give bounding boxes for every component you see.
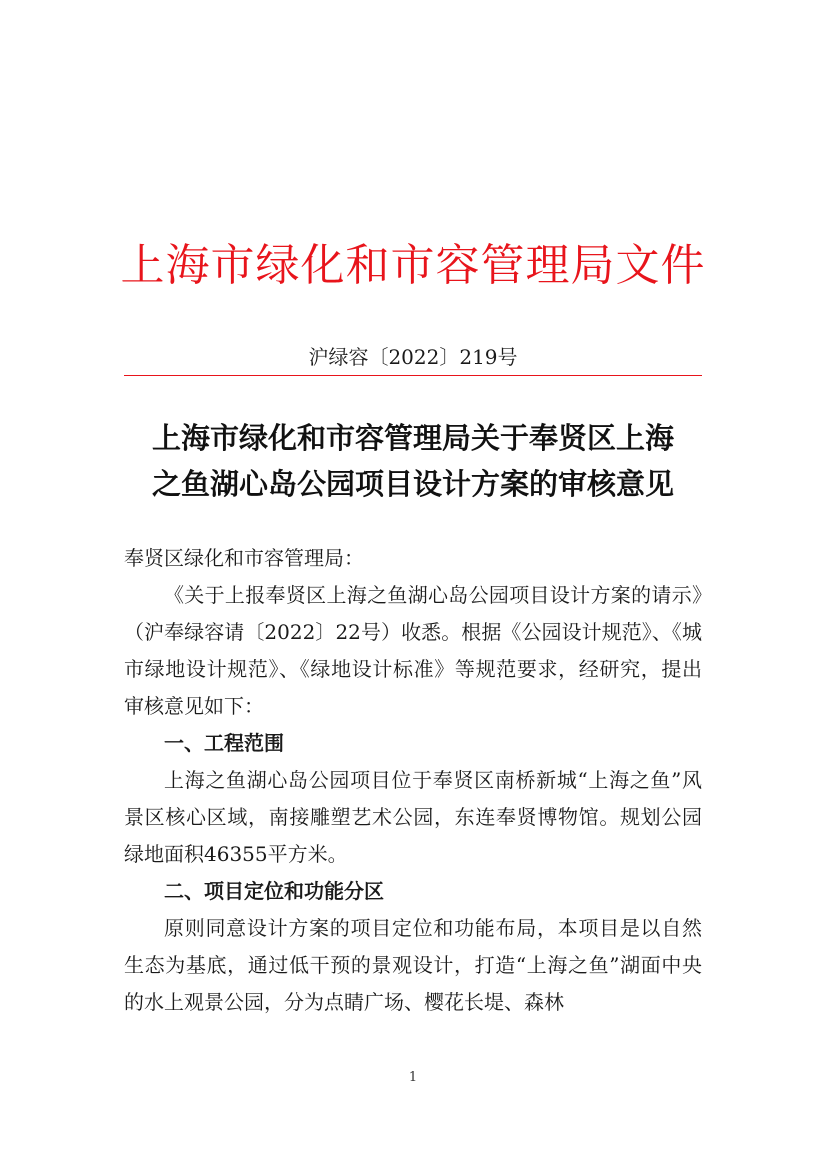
red-divider-line (124, 375, 702, 376)
page-number: 1 (408, 1070, 418, 1085)
section-heading-positioning: 二、项目定位和功能分区 (164, 879, 384, 903)
title-line-1: 上海市绿化和市容管理局关于奉贤区上海 (151, 421, 674, 455)
title-line-2: 之鱼湖心岛公园项目设计方案的审核意见 (151, 467, 674, 501)
document-number: 沪绿容〔2022〕219号 (308, 345, 518, 369)
section-heading-scope: 一、工程范围 (164, 731, 284, 755)
section-paragraph-positioning: 原则同意设计方案的项目定位和功能布局，本项目是以自然生态为基底，通过低干预的景观设计，打造“上海之鱼”湖面中央的水上观景公园，分为点睛广场、樱花长堤、森林 (124, 916, 702, 1014)
document-title (0, 415, 826, 507)
document-body (124, 540, 702, 1021)
intro-paragraph: 《关于上报奉贤区上海之鱼湖心岛公园项目设计方案的请示》（沪奉绿容请〔2022〕22号）收悉。根据《公园设计规范》、《城市绿地设计规范》、《绿地设计标准》等规范要求，经研究，提出审核意见如下： (124, 583, 702, 718)
addressee: 奉贤区绿化和市容管理局： (124, 546, 364, 570)
section-paragraph-scope: 上海之鱼湖心岛公园项目位于奉贤区南桥新城“上海之鱼”风景区核心区域，南接雕塑艺术公园，东连奉贤博物馆。规划公园绿地面积46355平方米。 (124, 768, 702, 866)
document-masthead: 上海市绿化和市容管理局文件 (120, 240, 706, 291)
